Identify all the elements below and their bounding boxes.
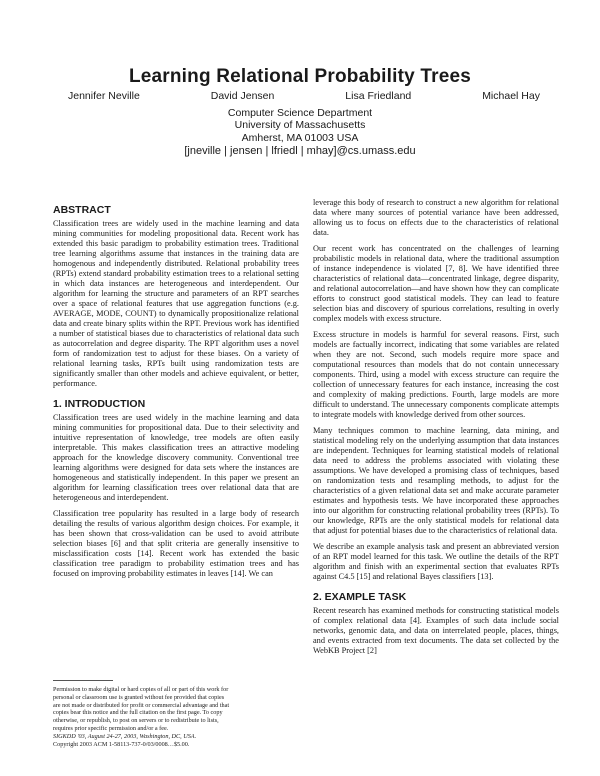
body-paragraph: Many techniques common to machine learning, data mining, and statistical modeling rely on the underlying assumption that data instances are independent. Techniques for learning statistical models of relational data need to address the problems associated with violating these assumptions. We have developed a promising class of techniques, based on randomization tests and resampling methods, to adjust for the characteristics of a given relational data set and make accurate parameter estimates and hypothesis tests. We have incorporated these approaches into our algorithm for constructing relational probability trees (RPTs). To our knowledge, RPTs are the only statistical models for relational data that adjust for potential biases due to the characteristics of relational data.	[313, 426, 559, 535]
author-name: Jennifer Neville	[68, 90, 140, 102]
affiliation-line: University of Massachusetts	[234, 119, 366, 132]
conference-line: SIGKDD '03, August 24-27, 2003, Washington, DC, USA.	[53, 732, 197, 740]
abstract-heading: ABSTRACT	[53, 204, 111, 216]
permission-line: copies bear this notice and the full citation on the first page. To copy	[53, 709, 223, 717]
paper-title: Learning Relational Probability Trees	[128, 66, 472, 87]
permission-line: Permission to make digital or hard copies of all or part of this work for	[53, 686, 229, 693]
author-name: Lisa Friedland	[345, 90, 412, 102]
footnote-divider	[53, 680, 113, 681]
author-emails: [jneville | jensen | lfriedl | mhay]@cs.umass.edu	[184, 144, 416, 157]
intro-paragraph: Classification trees are used widely in the machine learning and data mining communities for propositional data. Due to their selectivity and intuitive representation of knowledge, tree models are often easily interpretable. This makes classification trees an attractive modeling approach for the knowledge discovery community. Conventional tree learning algorithms were designed for data sets where the instances are homogeneous and statistically independent. In this paper we present an algorithm for learning classification trees over relational data that are heterogeneous and interdependent.	[53, 413, 299, 502]
intro-paragraph: Classification tree popularity has resulted in a large body of research detailing the results of various algorithm design choices. For example, it has been shown that cross-validation can be used to avoid attribute selection biases [6] and that split criteria are generally insensitive to misclassification costs [14]. Recent work has extended the basic classification tree paradigm to probability estimation trees and has focused on improving probability estimates in leaves [14]. We can	[53, 509, 299, 578]
author-name: Michael Hay	[482, 90, 540, 102]
left-column	[53, 205, 299, 585]
copyright-line: Copyright 2003 ACM 1-58113-737-0/03/0008…$5.00.	[53, 740, 190, 748]
body-paragraph: Our recent work has concentrated on the challenges of learning probabilistic models in relational data, where the traditional assumption of instance independence is violated [7, 8]. We have identified three characteristics of relational data—concentrated linkage, degree disparity, and relational autocorrelation—and have shown how they can complicate efforts to construct good statistical models. They can lead to feature selection bias and discovery of spurious correlations, resulting in overly complex models with excess structure.	[313, 244, 559, 323]
body-paragraph: We describe an example analysis task and present an abbreviated version of an RPT model learned for this task. We outline the details of the RPT algorithm and finish with an experimental section that evaluates RPTs against C4.5 [15] and relational Bayes classifiers [13].	[313, 542, 559, 581]
body-paragraph: leverage this body of research to construct a new algorithm for relational data where many sources of potential variance have been addressed, allowing us to focus on effects due to the characteristics of relational data.	[313, 198, 559, 237]
abstract-text: Classification trees are widely used in the machine learning and data mining communities for modeling propositional data. Recent work has extended this basic paradigm to probability estimation trees. Traditional tree learning algorithms assume that instances in the training data are homogenous and independently distributed. Relational probability trees (RPTs) extend standard probability estimation trees to a relational setting in which data instances are heterogeneous and interdependent. Our algorithm for learning the structure and parameters of an RPT searches over a space of relational features that use aggregation functions (e.g. AVERAGE, MODE, COUNT) to dynamically propositionalize relational data and create binary splits within the RPT. Previous work has identified a number of statistical biases due to characteristics of relational data such as autocorrelation and degree disparity. The RPT algorithm uses a novel form of randomization test to adjust for these biases. On a variety of relational learning tasks, RPTs built using randomization tests are significantly smaller than other models and achieve equivalent, or better, performance.	[53, 219, 299, 388]
affiliation-block	[0, 107, 600, 157]
body-paragraph: Recent research has examined methods for constructing statistical models of complex relational data [4]. Examples of such data include social networks, genomic data, and data on interrelated people, places, things, and events extracted from text documents. The data set collected by the WebKB Project [2]	[313, 606, 559, 655]
author-name: David Jensen	[210, 90, 275, 102]
permission-line: requires prior specific permission and/or a fee.	[53, 724, 169, 732]
author-list	[68, 90, 540, 102]
permission-line: otherwise, or republish, to post on servers or to redistribute to lists,	[53, 717, 219, 725]
permission-line: are not made or distributed for profit or commercial advantage and that	[53, 701, 230, 709]
copyright-notice	[53, 686, 299, 748]
affiliation-line: Computer Science Department	[227, 107, 373, 119]
body-paragraph: Excess structure in models is harmful for several reasons. First, such models are factually incorrect, indicating that some variables are related when they are not. Second, such models require more space and computational resources than models that do not contain unnecessary components. Third, using a model with excess structure can require the collection of unnecessary features for each instance, increasing the cost and complexity of making predictions. Fourth, large models are more difficult to understand. The unnecessary components complicate attempts to integrate models with knowledge derived from other sources.	[313, 330, 559, 419]
right-column	[313, 198, 559, 662]
affiliation-line: Amherst, MA 01003 USA	[241, 131, 359, 144]
permission-line: personal or classroom use is granted without fee provided that copies	[53, 693, 225, 701]
intro-heading: 1. INTRODUCTION	[53, 398, 146, 410]
example-task-heading: 2. EXAMPLE TASK	[313, 591, 407, 603]
